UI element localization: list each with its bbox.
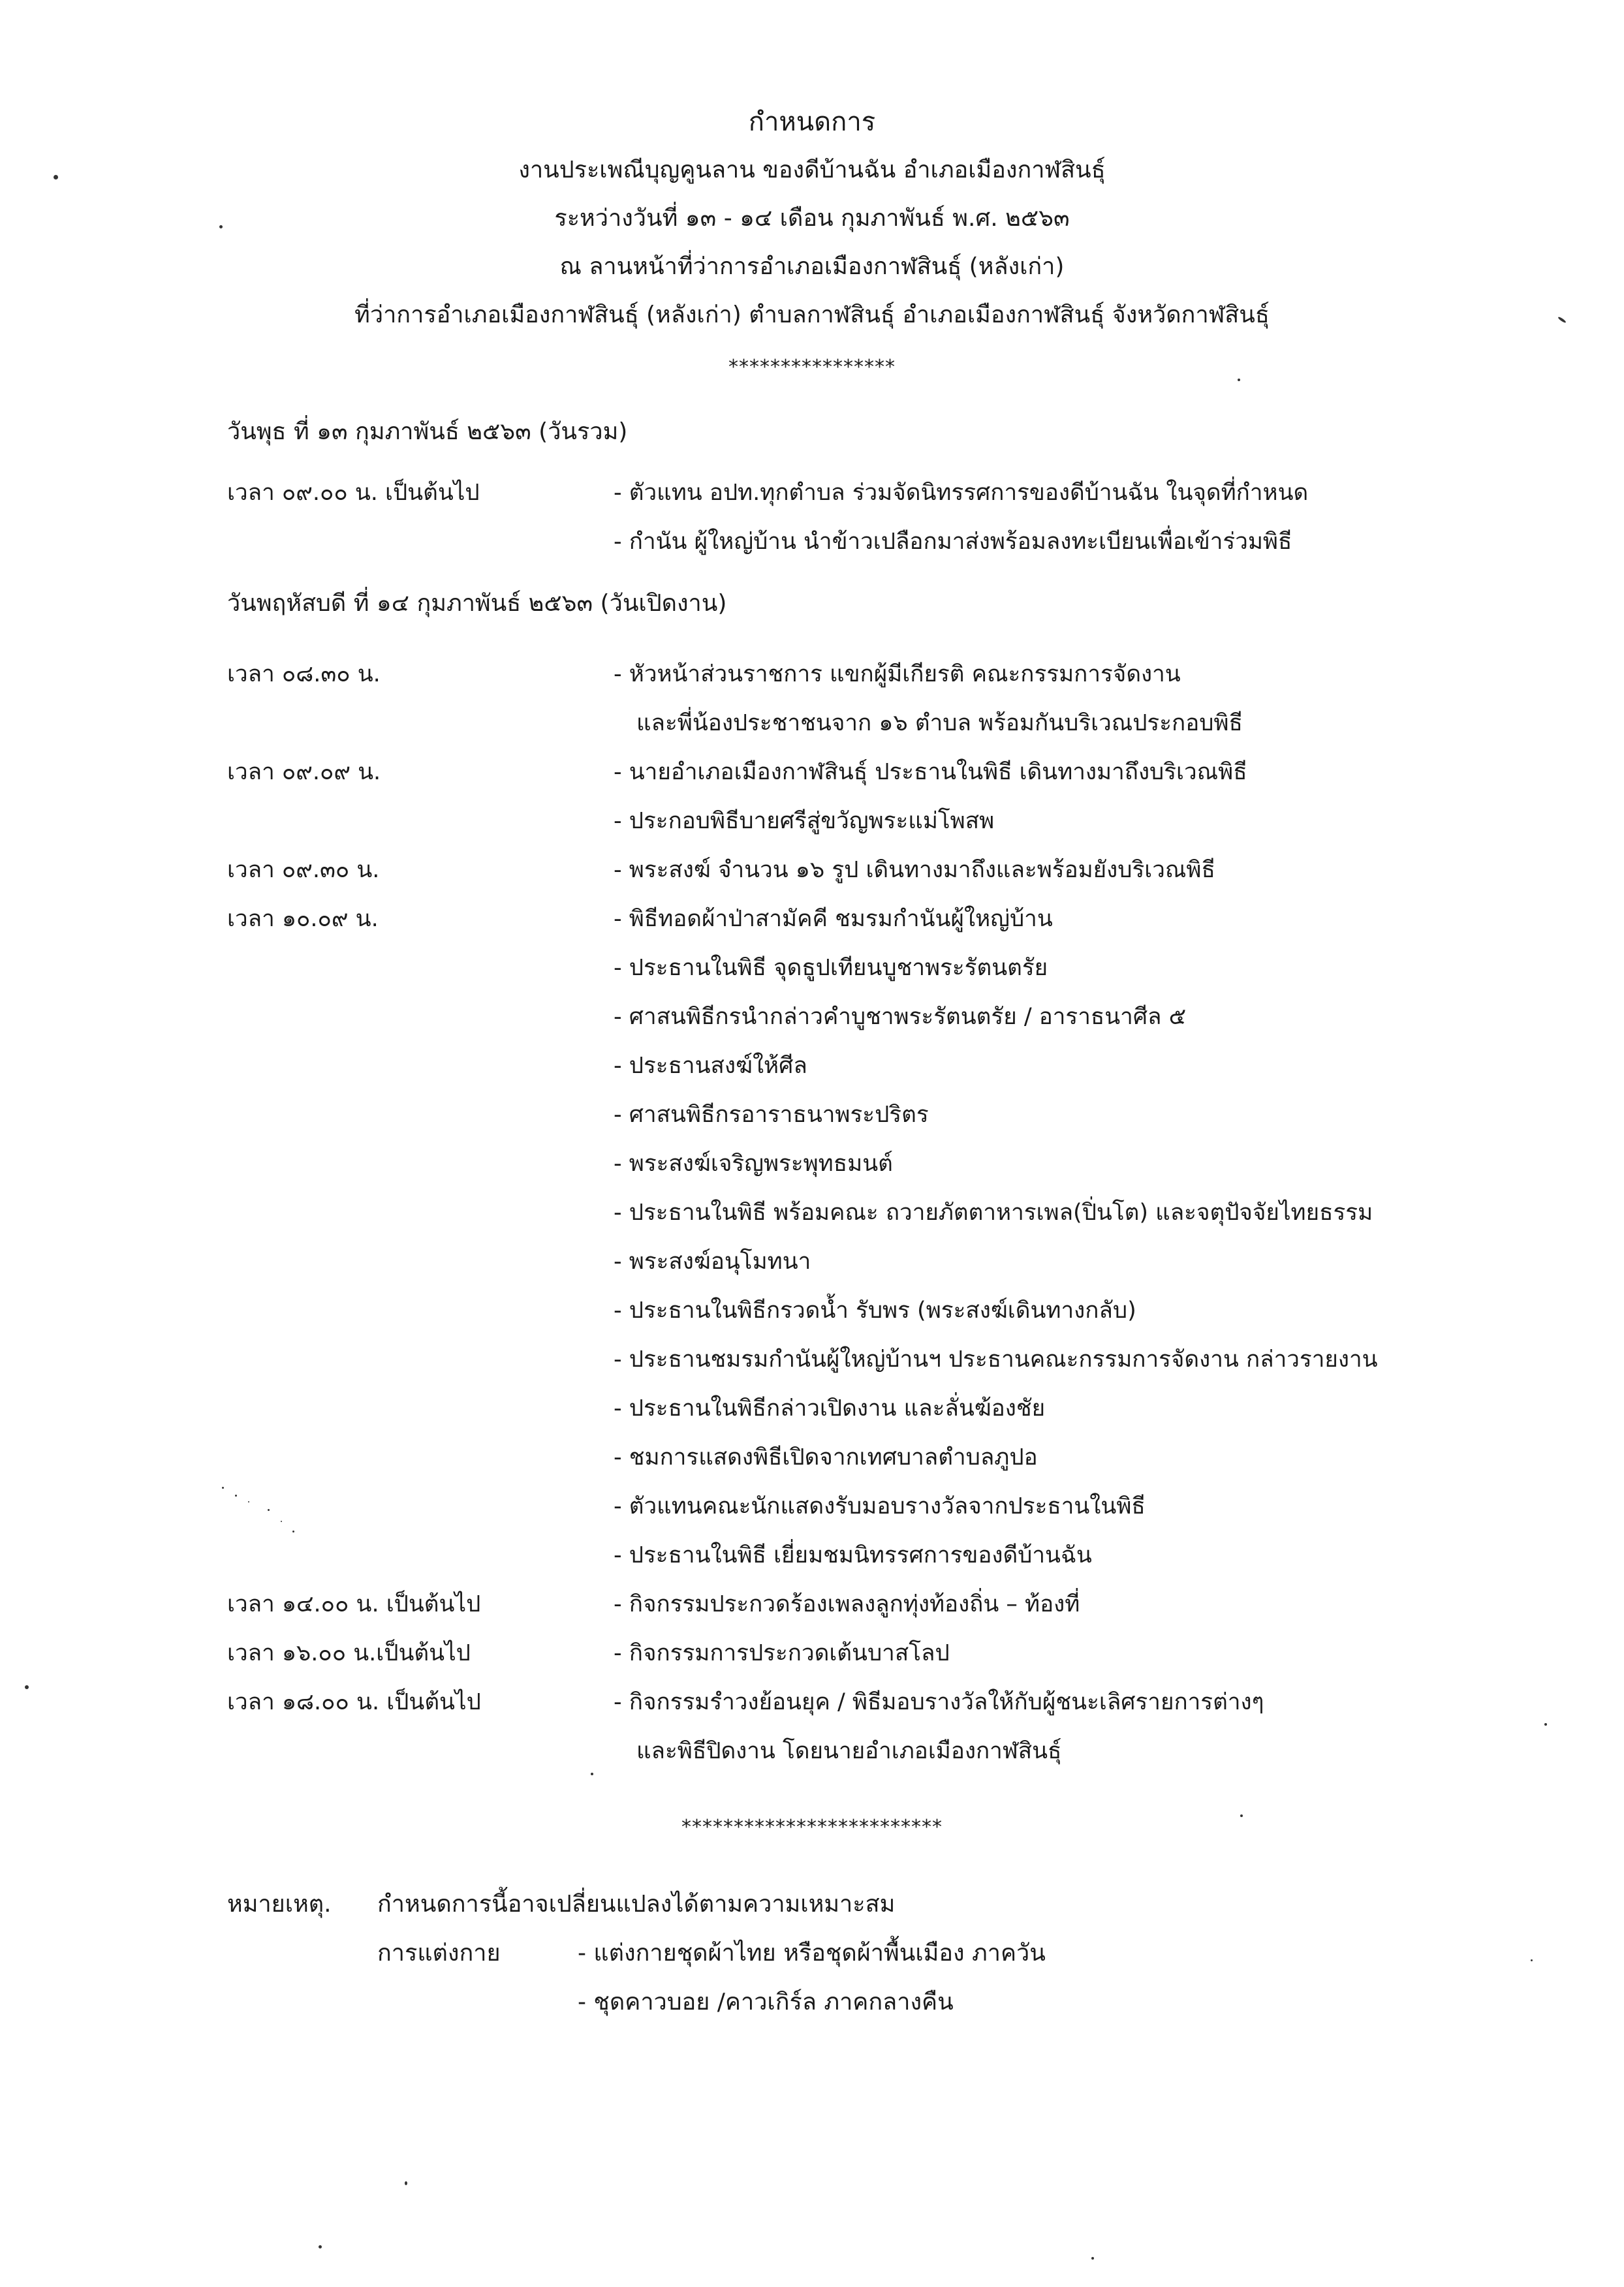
scan-speck [235,1495,237,1497]
schedule-activity: - กิจกรรมการประกวดเต้นบาสโลป [614,1640,950,1666]
schedule-activity: - ศาสนพิธีกรอาราธนาพระปริตร [614,1102,929,1128]
schedule-time: เวลา ๑๔.๐๐ น. เป็นต้นไป [227,1591,481,1617]
schedule-activity: - ชมการแสดงพิธีเปิดจากเทศบาลตำบลภูปอ [614,1444,1038,1470]
schedule-activity: - พิธีทอดผ้าป่าสามัคคี ชมรมกำนันผู้ใหญ่บ้าน [614,906,1053,932]
scan-speck [219,225,223,228]
schedule-activity: - ประกอบพิธีบายศรีสู่ขวัญพระแม่โพสพ [614,808,995,834]
scan-speck [1238,379,1240,381]
schedule-activity: - หัวหน้าส่วนราชการ แขกผู้มีเกียรติ คณะกรรมการจัดงาน [614,661,1181,687]
schedule-activity-continued: และพิธีปิดงาน โดยนายอำเภอเมืองกาฬสินธุ์ [636,1738,1062,1764]
scan-speck [54,175,58,179]
schedule-activity: - กิจกรรมรำวงย้อนยุค / พิธีมอบรางวัลให้กับผู้ชนะเลิศรายการต่างๆ [614,1689,1264,1715]
schedule-activity-continued: และพี่น้องประชาชนจาก ๑๖ ตำบล พร้อมกันบริเวณประกอบพิธี [636,710,1243,736]
document-title: กำหนดการ [748,107,876,137]
schedule-activity: - พระสงฆ์อนุโมทนา [614,1249,811,1275]
dress-code-item: - แต่งกายชุดผ้าไทย หรือชุดผ้าพื้นเมือง ภาควัน [578,1940,1046,1967]
schedule-time: เวลา ๐๘.๓๐ น. [227,661,381,687]
scan-speck [222,1487,224,1489]
event-dates: ระหว่างวันที่ ๑๓ - ๑๔ เดือน กุมภาพันธ์ พ.ศ. ๒๕๖๓ [554,205,1070,232]
schedule-activity: - กิจกรรมประกวดร้องเพลงลูกทุ่งท้องถิ่น – ท้องที่ [614,1591,1080,1617]
schedule-activity: - ประธานในพิธีกรวดน้ำ รับพร (พระสงฆ์เดินทางกลับ) [614,1298,1136,1324]
schedule-activity: - ประธานในพิธี จุดธูปเทียนบูชาพระรัตนตรัย [614,955,1048,981]
schedule-activity: - พระสงฆ์เจริญพระพุทธมนต์ [614,1151,893,1177]
scan-speck [405,2181,407,2185]
event-address: ที่ว่าการอำเภอเมืองกาฬสินธุ์ (หลังเก่า) ตำบลกาฬสินธุ์ อำเภอเมืองกาฬสินธุ์ จังหวัดกาฬสินธุ์ [354,302,1270,328]
footer-divider: ************************* [681,1816,943,1839]
schedule-activity: - ประธานในพิธี พร้อมคณะ ถวายภัตตาหารเพล(ปิ่นโต) และจตุปัจจัยไทยธรรม [614,1200,1373,1226]
note-label: หมายเหตุ. [227,1891,332,1918]
schedule-time: เวลา ๐๙.๐๙ น. [227,759,381,785]
scan-speck [248,1501,249,1502]
schedule-time: เวลา ๐๙.๓๐ น. [227,857,380,883]
scan-speck [268,1509,270,1511]
day1-heading: วันพุธ ที่ ๑๓ กุมภาพันธ์ ๒๕๖๓ (วันรวม) [227,418,628,445]
dress-code-item: - ชุดคาวบอย /คาวเกิร์ล ภาคกลางคืน [578,1989,954,2015]
schedule-activity: - ตัวแทน อปท.ทุกตำบล ร่วมจัดนิทรรศการของดีบ้านฉัน ในจุดที่กำหนด [614,480,1309,506]
schedule-activity: - กำนัน ผู้ใหญ่บ้าน นำข้าวเปลือกมาส่งพร้อมลงทะเบียนเพื่อเข้าร่วมพิธี [614,529,1292,555]
event-venue: ณ ลานหน้าที่ว่าการอำเภอเมืองกาฬสินธุ์ (หลังเก่า) [559,253,1065,280]
day2-heading: วันพฤหัสบดี ที่ ๑๔ กุมภาพันธ์ ๒๕๖๓ (วันเปิดงาน) [227,590,727,617]
schedule-time: เวลา ๑๐.๐๙ น. [227,906,379,932]
scan-speck [319,2245,322,2248]
scan-speck [591,1773,593,1775]
scan-speck [1544,1723,1547,1726]
schedule-time: เวลา ๐๙.๐๐ น. เป็นต้นไป [227,480,480,506]
schedule-activity: - นายอำเภอเมืองกาฬสินธุ์ ประธานในพิธี เดินทางมาถึงบริเวณพิธี [614,759,1247,785]
dress-code-label: การแต่งกาย [377,1940,501,1967]
header-divider: **************** [728,356,896,379]
schedule-activity: - ประธานในพิธีกล่าวเปิดงาน และลั่นฆ้องชัย [614,1395,1046,1422]
schedule-activity: - ประธานในพิธี เยี่ยมชมนิทรรศการของดีบ้านฉัน [614,1542,1092,1568]
scan-speck [1091,2257,1094,2260]
schedule-time: เวลา ๑๘.๐๐ น. เป็นต้นไป [227,1689,481,1715]
scan-speck [25,1685,29,1689]
scan-speck [1240,1814,1243,1817]
schedule-activity: - ประธานสงฆ์ให้ศีล [614,1053,807,1079]
schedule-activity: - ศาสนพิธีกรนำกล่าวคำบูชาพระรัตนตรัย / อาราธนาศีล ๕ [614,1004,1187,1030]
schedule-activity: - พระสงฆ์ จำนวน ๑๖ รูป เดินทางมาถึงและพร้อมยังบริเวณพิธี [614,857,1215,883]
scan-speck [1531,1959,1533,1961]
schedule-activity: - ตัวแทนคณะนักแสดงรับมอบรางวัลจากประธานในพิธี [614,1493,1146,1519]
event-name: งานประเพณีบุญคูนลาน ของดีบ้านฉัน อำเภอเมืองกาฬสินธุ์ [518,157,1106,183]
note-text: กำหนดการนี้อาจเปลี่ยนแปลงได้ตามความเหมาะสม [377,1891,896,1918]
scan-speck [281,1521,282,1522]
scan-speck [292,1531,294,1532]
document-header [0,98,1624,339]
schedule-time: เวลา ๑๖.๐๐ น.เป็นต้นไป [227,1640,471,1666]
schedule-activity: - ประธานชมรมกำนันผู้ใหญ่บ้านฯ ประธานคณะกรรมการจัดงาน กล่าวรายงาน [614,1346,1378,1373]
